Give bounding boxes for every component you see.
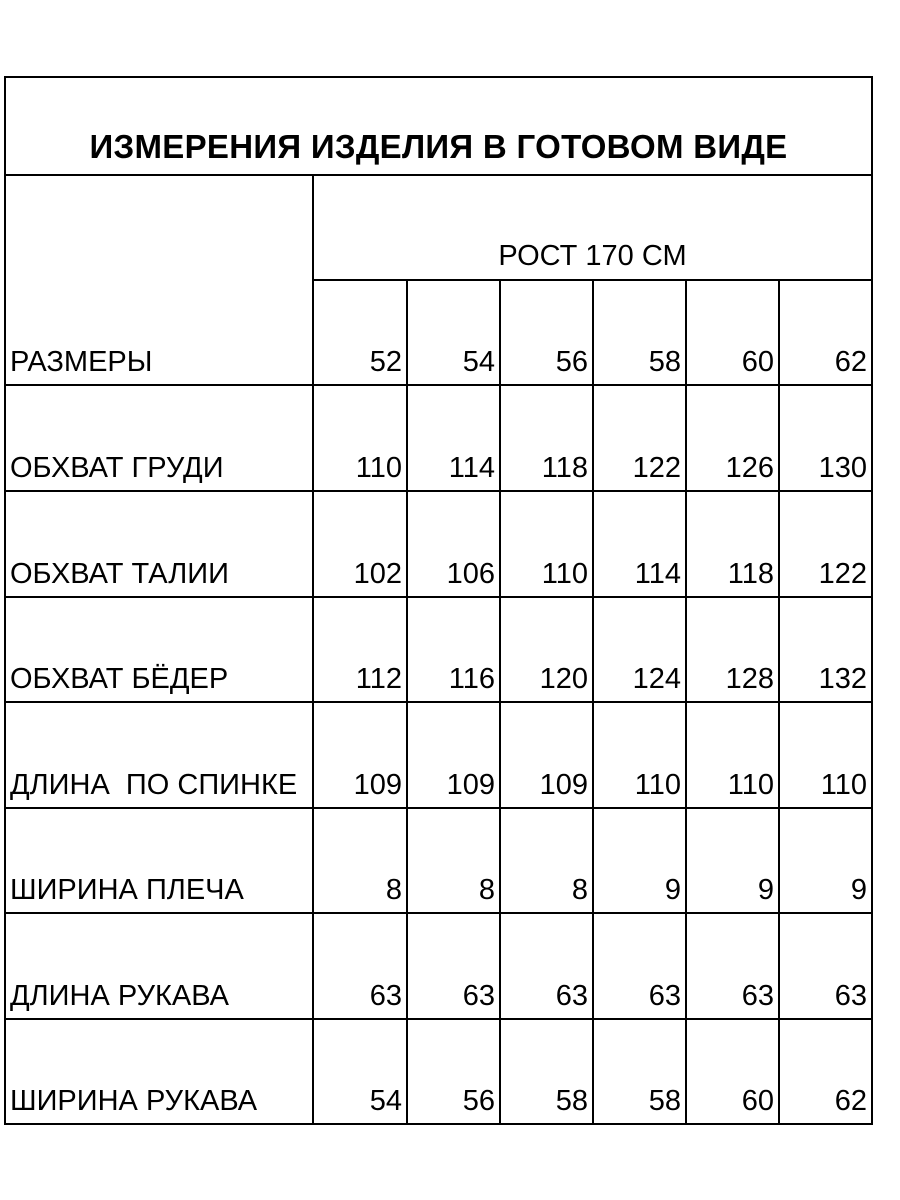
measurement-cell: 56 xyxy=(462,1085,495,1117)
measurement-cell: 8 xyxy=(478,874,495,906)
measurement-cell: 128 xyxy=(725,663,774,695)
measurement-cell: 130 xyxy=(818,452,867,484)
measurement-cell: 110 xyxy=(355,452,402,484)
size-row-label: РАЗМЕРЫ xyxy=(10,346,153,378)
row-label: ДЛИНА РУКАВА xyxy=(10,980,229,1012)
table-border-left xyxy=(4,76,6,1125)
measurement-cell: 120 xyxy=(539,663,588,695)
measurement-cell: 63 xyxy=(834,980,867,1012)
table-border-bottom xyxy=(4,1123,873,1125)
measurement-cell: 9 xyxy=(757,874,774,906)
row-label: ОБХВАТ БЁДЕР xyxy=(10,663,229,695)
measurement-cell: 63 xyxy=(648,980,681,1012)
measurement-cell: 58 xyxy=(555,1085,588,1117)
measurement-cell: 110 xyxy=(634,769,681,801)
size-value-cell: 54 xyxy=(462,346,495,378)
measurement-cell: 8 xyxy=(385,874,402,906)
row-divider xyxy=(4,1018,873,1020)
measurement-cell: 58 xyxy=(648,1085,681,1117)
measurement-cell: 110 xyxy=(541,558,588,590)
measurement-cell: 63 xyxy=(369,980,402,1012)
measurement-cell: 102 xyxy=(353,558,402,590)
row-divider xyxy=(4,490,873,492)
row-divider xyxy=(4,912,873,914)
row-label: ДЛИНА ПО СПИНКЕ xyxy=(10,769,298,801)
title-divider xyxy=(4,174,873,176)
measurement-cell: 110 xyxy=(820,769,867,801)
row-divider xyxy=(4,384,873,386)
measurement-cell: 122 xyxy=(818,558,867,590)
size-value-cell: 56 xyxy=(555,346,588,378)
measurement-cell: 62 xyxy=(834,1085,867,1117)
size-value-cell: 60 xyxy=(741,346,774,378)
table-border-top xyxy=(4,76,873,78)
row-divider xyxy=(4,596,873,598)
measurement-cell: 9 xyxy=(664,874,681,906)
measurement-cell: 122 xyxy=(632,452,681,484)
size-value-cell: 62 xyxy=(834,346,867,378)
row-divider xyxy=(4,701,873,703)
size-value-cell: 52 xyxy=(369,346,402,378)
measurement-cell: 116 xyxy=(448,663,495,695)
size-value-cell: 58 xyxy=(648,346,681,378)
measurement-cell: 114 xyxy=(634,558,681,590)
measurement-cell: 63 xyxy=(741,980,774,1012)
measurement-cell: 106 xyxy=(446,558,495,590)
measurement-cell: 109 xyxy=(353,769,402,801)
measurement-cell: 8 xyxy=(571,874,588,906)
measurement-cell: 9 xyxy=(850,874,867,906)
measurement-cell: 63 xyxy=(462,980,495,1012)
measurement-cell: 126 xyxy=(725,452,774,484)
measurement-cell: 112 xyxy=(355,663,402,695)
measurement-cell: 118 xyxy=(541,452,588,484)
row-label: ОБХВАТ ТАЛИИ xyxy=(10,558,229,590)
measurement-cell: 110 xyxy=(727,769,774,801)
measurement-cell: 63 xyxy=(555,980,588,1012)
measurement-cell: 114 xyxy=(448,452,495,484)
measurement-cell: 54 xyxy=(369,1085,402,1117)
table-title: ИЗМЕРЕНИЯ ИЗДЕЛИЯ В ГОТОВОМ ВИДЕ xyxy=(89,128,788,165)
row-label: ШИРИНА ПЛЕЧА xyxy=(10,874,244,906)
table-border-right xyxy=(871,76,873,1125)
measurement-cell: 118 xyxy=(727,558,774,590)
measurement-cell: 109 xyxy=(446,769,495,801)
row-label: ОБХВАТ ГРУДИ xyxy=(10,452,224,484)
row-divider xyxy=(4,807,873,809)
measurement-cell: 60 xyxy=(741,1085,774,1117)
measurement-cell: 124 xyxy=(632,663,681,695)
height-label: РОСТ 170 СМ xyxy=(498,240,687,272)
measurement-cell: 132 xyxy=(818,663,867,695)
row-label: ШИРИНА РУКАВА xyxy=(10,1085,258,1117)
measurement-cell: 109 xyxy=(539,769,588,801)
